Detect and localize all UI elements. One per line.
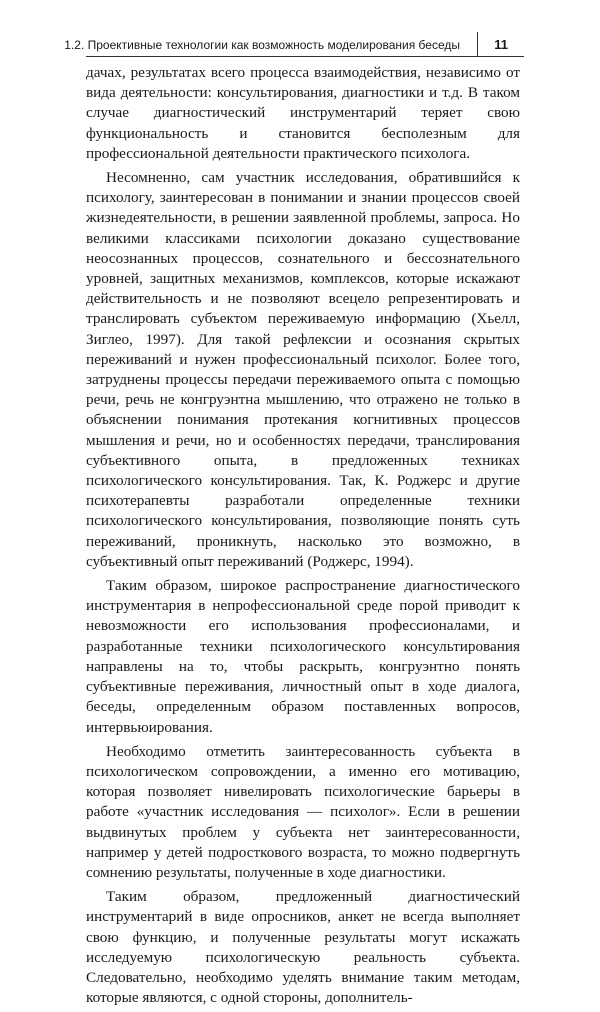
running-title: 1.2. Проективные технологии как возможность моделирования беседы [64, 38, 460, 52]
paragraph: Несомненно, сам участник исследования, обратившийся к психологу, заинтересован в понимании и знании процессов своей жизнедеятельности, в решении заявленной проблемы, запроса. Но великими классиками психологии доказано существование неосознанных процессов, сознательного и бессознательного уровней, защитных механизмов, комплексов, которые искажают действительность и не позволяют всецело репрезентировать и транслировать субъектом переживаемую информацию (Хьелл, Зиглео, 1997). Для такой рефлексии и осознания скрытых переживаний и нужен профессиональный психолог. Более того, затруднены процессы передачи переживаемого опыта с помощью речи, речь не конгруэнтна мышлению, что отражено не только в объяснении понимания протекания когнитивных процессов мышления и речи, но и особенностях передачи, транслирования субъективного опыта, в предложенных техниках психологического консультирования. Так, К. Роджерс и другие психотерапевты разработали определенные техники психологического консультирования, позволяющие понять суть переживаний, проникнуть, насколько это возможно, в субъективный опыт переживаний (Роджерс, 1994). [86, 169, 520, 570]
paragraph: Таким образом, широкое распространение диагностического инструментария в непрофессиональной среде порой приводит к невозможности его использования профессионалами, и разработанные техники психологического консультирования направлены на то, чтобы раскрыть, конгруэнтно понять субъективные переживания, личностный опыт в ходе диалога, беседы, определенным образом поставленных вопросов, интервьюирования. [86, 577, 520, 736]
paragraph: Необходимо отметить заинтересованность субъекта в психологическом сопровождении, а именно его мотивацию, которая позволяет нивелировать психологические барьеры в работе «участник исследования — психолог». Если в решении выдвинутых проблем у субъекта нет заинтересованности, например у детей подросткового возраста, то можно подвергнуть сомнению результаты, полученные в ходе диагностики. [86, 742, 520, 881]
paragraph: Таким образом, предложенный диагностический инструментарий в виде опросников, анкет не всегда выполняет свою функцию, и полученные результаты могут искажать исследуемую психологическую реальность субъекта. Следовательно, необходимо уделять внимание таким методам, которые являются, с одной стороны, дополнитель- [86, 888, 520, 1007]
running-header [64, 22, 524, 57]
header-divider [477, 32, 478, 56]
body-text [86, 63, 520, 1012]
page-number: 11 [494, 37, 508, 52]
paragraph-continued: дачах, результатах всего процесса взаимодействия, независимо от вида деятельности: консультирования, диагностики и т.д. В таком случае диагностический инструментарий теряет свою функциональность и становится бесполезным для профессиональной деятельности практического психолога. [86, 64, 520, 162]
